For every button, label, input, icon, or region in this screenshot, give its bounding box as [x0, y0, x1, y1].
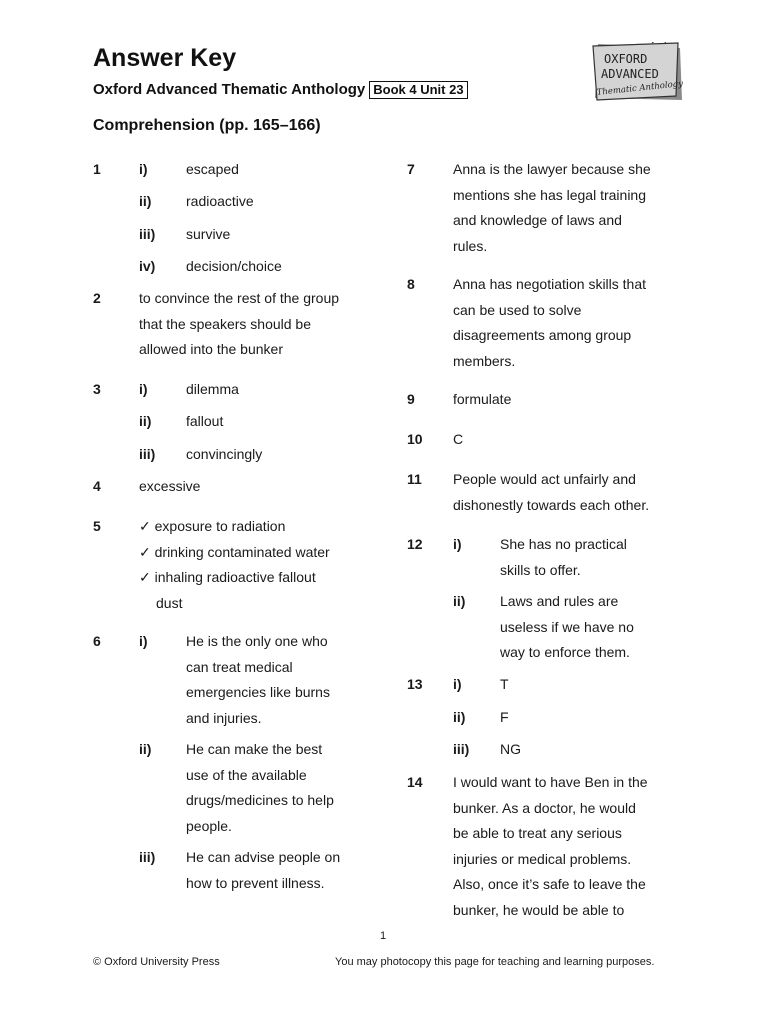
answer-text: fallout — [186, 413, 224, 429]
answer-text — [139, 286, 339, 363]
logo-line2: ADVANCED — [601, 67, 659, 81]
answer-text: NG — [500, 741, 521, 757]
answer-line: allowed into the bunker — [139, 341, 283, 357]
question-number: 7 — [407, 161, 415, 177]
item-label: i) — [453, 536, 462, 552]
question-number: 10 — [407, 431, 423, 447]
answer-text: convincingly — [186, 446, 263, 462]
answer-text: dilemma — [186, 381, 239, 397]
item-label: i) — [139, 381, 148, 397]
answer-text: People would act unfairly and dishonestly towards each other. — [453, 471, 650, 513]
item-label: iv) — [139, 258, 156, 274]
page-number: 1 — [380, 930, 387, 942]
answer-text: survive — [186, 226, 231, 242]
answer-text: T — [500, 676, 509, 692]
question-number: 13 — [407, 676, 423, 692]
answer-text: She has no practical skills to offer. — [500, 536, 627, 578]
item-label: ii) — [453, 709, 466, 725]
item-label: iii) — [139, 446, 156, 462]
checklist-item: ✓ inhaling radioactive fallout — [139, 569, 316, 585]
copyright-notice: © Oxford University Press — [93, 956, 220, 968]
question-number: 9 — [407, 391, 415, 407]
answer-text: He can make the best use of the available drugs/medicines to help people. — [186, 741, 334, 834]
item-label: i) — [453, 676, 462, 692]
item-label: iii) — [139, 226, 156, 242]
question-number: 1 — [93, 161, 101, 177]
checklist-item: ✓ exposure to radiation — [139, 518, 286, 534]
question-number: 8 — [407, 276, 415, 292]
answer-text: radioactive — [186, 193, 254, 209]
question-number: 4 — [93, 478, 101, 494]
answer-text: formulate — [453, 391, 512, 407]
answer-text: Anna has negotiation skills that can be used to solve disagreements among group members. — [453, 276, 647, 369]
section-heading: Comprehension (pp. 165–166) — [93, 117, 321, 134]
answer-text: I would want to have Ben in the bunker. As a doctor, he would be able to treat any serious injuries or medical problems. Also, once it’s safe to leave the bunker, he would be able to — [453, 774, 648, 918]
answer-text: He is the only one who can treat medical emergencies like burns and injuries. — [186, 633, 330, 726]
subtitle-text: Oxford Advanced Thematic Anthology — [93, 81, 366, 98]
question-number: 2 — [93, 290, 101, 306]
answer-text: F — [500, 709, 509, 725]
item-label: ii) — [139, 193, 152, 209]
checklist-continuation: dust — [156, 594, 183, 611]
answer-line: that the speakers should be — [139, 315, 312, 332]
answer-text: C — [453, 431, 464, 447]
photocopy-notice: You may photocopy this page for teaching and learning purposes. — [335, 956, 655, 968]
question-number: 12 — [407, 536, 423, 552]
checklist-item: ✓ drinking contaminated water — [139, 543, 330, 560]
answer-line: to convince the rest of the group — [139, 290, 340, 306]
item-label: ii) — [453, 593, 466, 609]
anthology-subtitle — [93, 81, 468, 99]
oxford-advanced-logo — [592, 42, 685, 105]
check-icon: ✓ — [139, 569, 151, 585]
item-label: iii) — [453, 741, 470, 757]
item-label: iii) — [139, 849, 156, 865]
question-number: 6 — [93, 633, 101, 649]
item-label: i) — [139, 633, 148, 649]
item-label: ii) — [139, 741, 152, 757]
check-icon: ✓ — [139, 518, 151, 534]
item-label: i) — [139, 161, 148, 177]
answer-text: Laws and rules are useless if we have no way to enforce them. — [500, 593, 634, 660]
item-label: ii) — [139, 413, 152, 429]
book-unit-badge: Book 4 Unit 23 — [369, 81, 467, 99]
question-number: 11 — [407, 471, 422, 487]
question-number: 5 — [93, 518, 101, 534]
answer-text: Anna is the lawyer because she mentions she has legal training and knowledge of laws and rules. — [453, 161, 651, 254]
answer-text: escaped — [186, 161, 239, 177]
question-number: 3 — [93, 381, 101, 397]
answer-text — [139, 514, 330, 616]
logo-line1: OXFORD — [604, 52, 648, 66]
question-number: 14 — [407, 774, 423, 790]
answer-text: decision/choice — [186, 258, 282, 274]
page-title: Answer Key — [93, 44, 237, 72]
check-icon: ✓ — [139, 543, 151, 560]
answer-text: He can advise people on how to prevent illness. — [186, 849, 341, 891]
answer-text: excessive — [139, 478, 201, 494]
logo-line3: Thematic Anthology — [596, 78, 684, 98]
